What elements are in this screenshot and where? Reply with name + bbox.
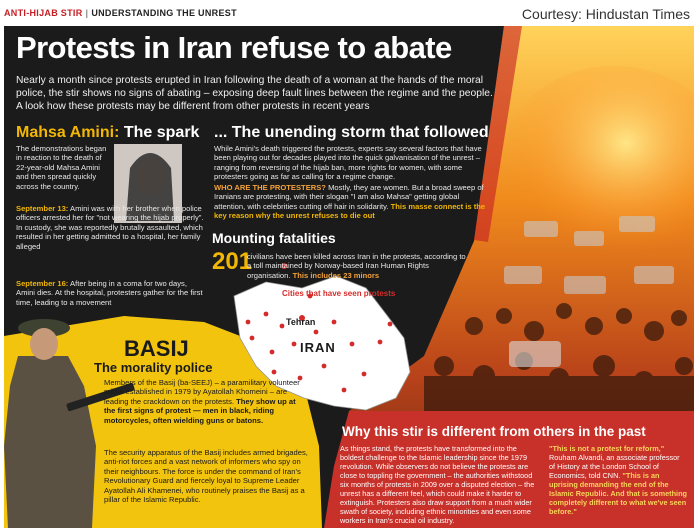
basij-title: BASIJ [124,336,189,361]
quote-closing: "This is an uprising demanding the end of the Islamic Republic. And that is something completely different to what we've seen before." [549,471,687,516]
spark-title-name: Mahsa Amini: [16,124,120,141]
storm-section-title: ... The unending storm that followed [214,124,489,141]
fatalities-text-body: civilians have been killed across Iran in the protests, according to a toll maintained by Norway-based Iran Human Rights organisation. [247,252,466,280]
spark-date-1: September 13: [16,204,69,213]
top-bar [0,0,698,26]
tag-separator: | [85,8,89,18]
protesters-answer: Mostly, they are women. But a broad sweep of Iranians are protesting, with their slogan "I am also Mahsa" getting global attention, with celebrities cutting off hair in solidarity. [214,183,484,211]
spark-text-2 [16,204,206,251]
map-legend-label: Cities that have seen protests [282,289,396,298]
section-tag-label: ANTI-HIJAB STIR [4,8,83,18]
basij-text-1-bold: They show up at the first signs of protest — men in black, riding motorcycles, often wielding guns or batons. [104,396,296,425]
section-tag [4,8,237,18]
spark-title-rest: The spark [119,124,200,141]
storm-text-2 [214,183,489,221]
storm-text-1: While Amini's death triggered the protests, experts say several factors that have been playing out for decades played into the quick galvanisation of the unrest – ranging from reversing of the hijab ban, more rights for women, with some protesters going as far as calling for a regime change. [214,144,482,182]
different-text: As things stand, the protests have transformed into the boldest challenge to the Islamic leadership since the 1979 revolution. While observers do not believe the protests are close to toppling the government – the authorities withstood six months of protests in 2009 over a disputed election – the unrest has a different feel, which could make it harder to extinguish. Protesters also draw support from a much wider swath of society, including ethnic minorities and even some workers in Iran's crucial oil industry. [340,444,535,525]
storm-highlight: This masse connect is the key reason why the unrest refuses to die out [214,201,486,221]
map-city-label: Tehran [286,317,316,327]
basij-text-2: The security apparatus of the Basij includes armed brigades, anti-riot forces and a vast network of informers who spy on their neighbours. The force is under the command of Iran's Revolutionary Guard and fiercely loyal to Supreme Leader Ayatollah Ali Khamenei, who routinely praises the Basij as a pillar of the Islamic Republic. [104,448,308,505]
soldier-face [30,328,58,360]
protesters-question: WHO ARE THE PROTESTERS? [214,183,326,192]
section-subtitle: UNDERSTANDING THE UNREST [91,8,237,18]
fatalities-number: 201 [212,248,253,275]
spark-text-2-body: Amini was with her brother when police officers arrested her for "not wearing the hijab properly". In custody, she was reportedly brutally assaulted, which resulted in her getting admitted to a hospital, her family alleged [16,204,204,251]
headline: Protests in Iran refuse to abate [16,30,452,65]
expert-quote [549,444,687,516]
spark-text-3-body: After being in a coma for two days, Amini dies. At the hospital, protesters gather for the first time, leading to a movement [16,279,203,307]
basij-text-1 [104,378,304,425]
spark-section-title [16,124,199,142]
infographic-panel [4,26,694,528]
fatalities-title: Mounting fatalities [212,230,336,246]
courtesy-credit: Courtesy: Hindustan Times [521,6,690,22]
basij-subtitle: The morality police [94,360,213,375]
basij-text-1-body: Members of the Basij (ba-SEEJ) – a paramilitary volunteer militia established in 1979 by Ayatollah Khomeini – are leading the crackdown on the protests. [104,378,300,406]
quote-attribution: Rouham Alvandi, an associate professor of History at the London School of Economics, told CNN. [549,453,680,480]
fatalities-text [247,252,467,280]
map-country-label: IRAN [300,340,336,355]
spark-text-3 [16,279,206,307]
fatalities-highlight: This includes 23 minors [290,270,380,280]
intro-paragraph: Nearly a month since protests erupted in Iran following the death of a woman at the hands of the moral police, the stir shows no signs of abating – exposing deep fault lines between the regime and the people. A look how these protests may be different from other protests in recent years [16,75,493,112]
different-title: Why this stir is different from others in the past [342,424,646,439]
spark-date-2: September 16: [16,279,69,288]
quote-opening: "This is not a protest for reform," [549,444,665,453]
spark-text-1: The demonstrations began in reaction to the death of 22-year-old Mahsa Amini and then spread quickly across the country. [16,144,107,191]
